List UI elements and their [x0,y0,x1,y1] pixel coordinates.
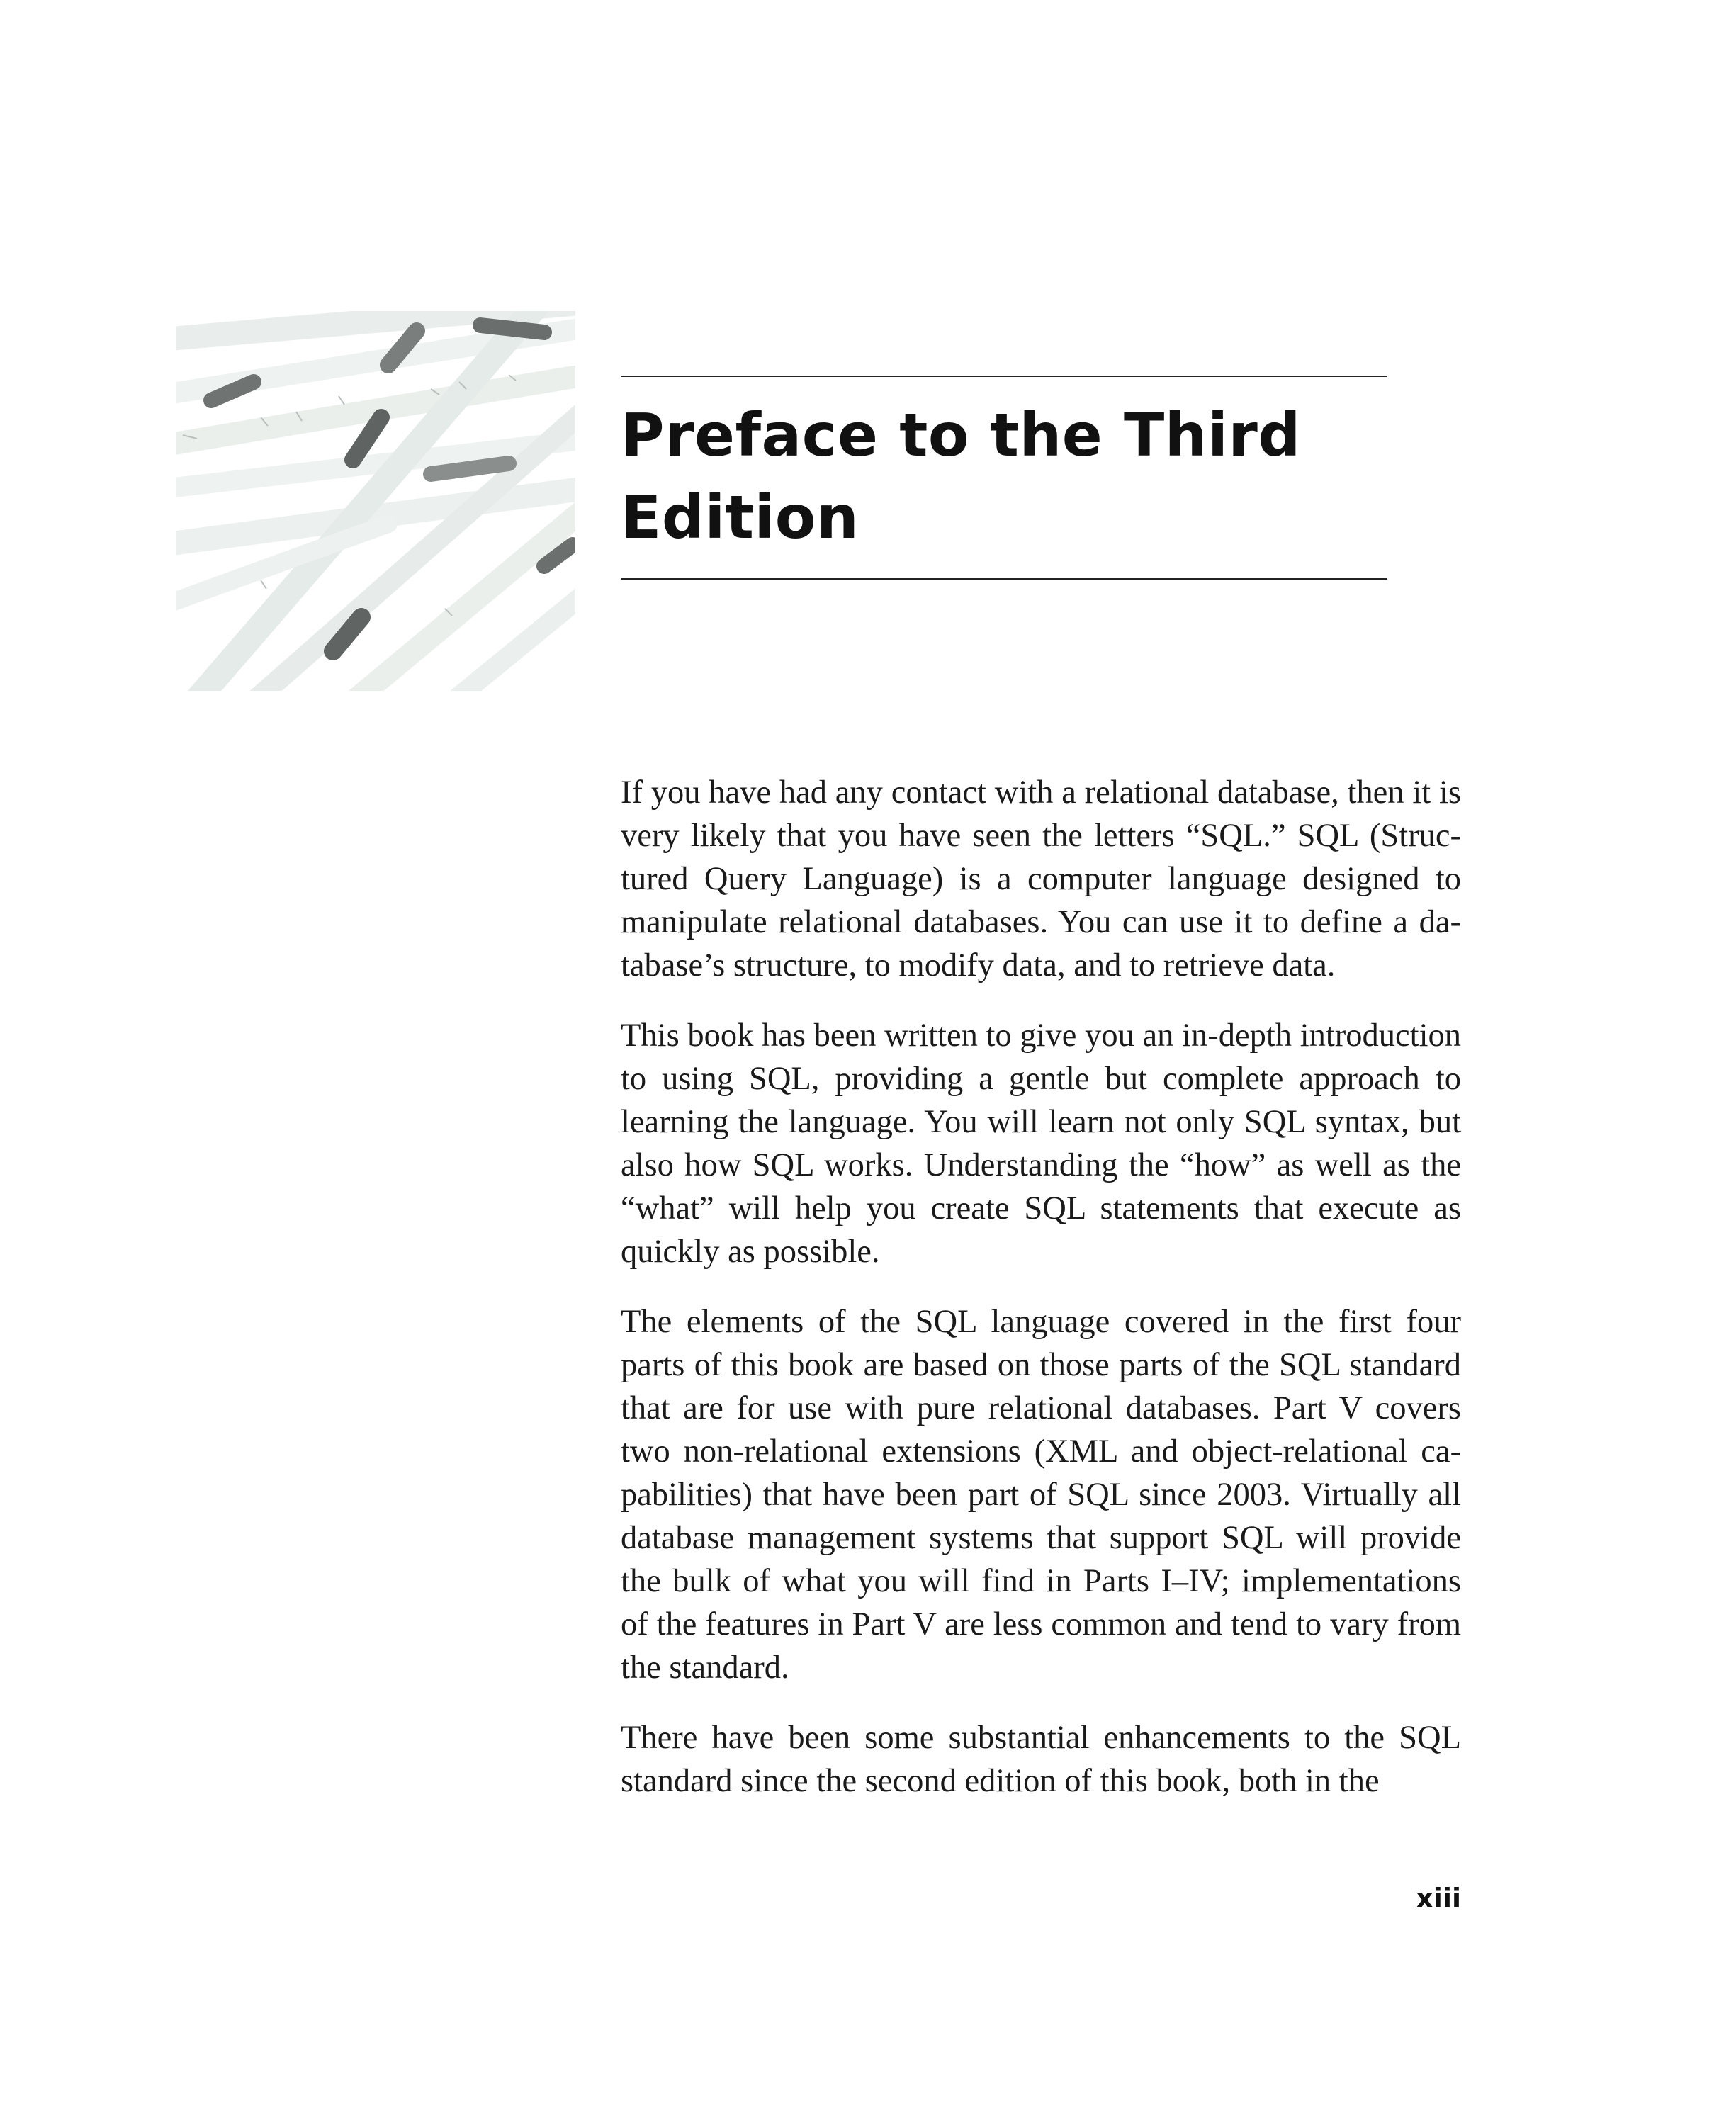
paragraph-1: If you have had any contact with a relational database, then it is very likely that you have seen the letters “SQL.” SQL (Structured Query Language) is a computer language designed to manipulate relational databases. You can use it to define a database’s structure, to modify data, and to retrieve data. [621,774,1461,983]
page-number: xiii [1416,1883,1461,1914]
title-bottom-rule [621,578,1387,580]
paragraph-2: This book has been written to give you an in-depth introduction to using SQL, providing a gentle but complete approach to learning the language. You will learn not only SQL syntax, but also how SQL works. Understanding the “how” as well as the “what” will help you create SQL statements that execute as quickly as possible. [621,1018,1461,1270]
paragraph-3: The elements of the SQL language covered in the first four parts of this book are based on those parts of the SQL standard that are for use with pure relational databases. Part V covers two non-relational extensions (XML and object-relational capabilities) that have been part of SQL since 2003. Virtually all database management systems that support SQL will provide the bulk of what you will find in Parts I–IV; implementations of the features in Part V are less common and tend to vary from the standard. [621,1304,1461,1686]
title-block [621,376,1387,580]
chapter-title: Preface to the Third Edition [621,400,1301,552]
decorative-sticks-image [176,311,575,691]
body-text [621,771,1461,1830]
title-top-rule [621,376,1387,377]
paragraph-4: There have been some substantial enhancements to the SQL standard since the second edition of this book, both in the [621,1720,1461,1799]
